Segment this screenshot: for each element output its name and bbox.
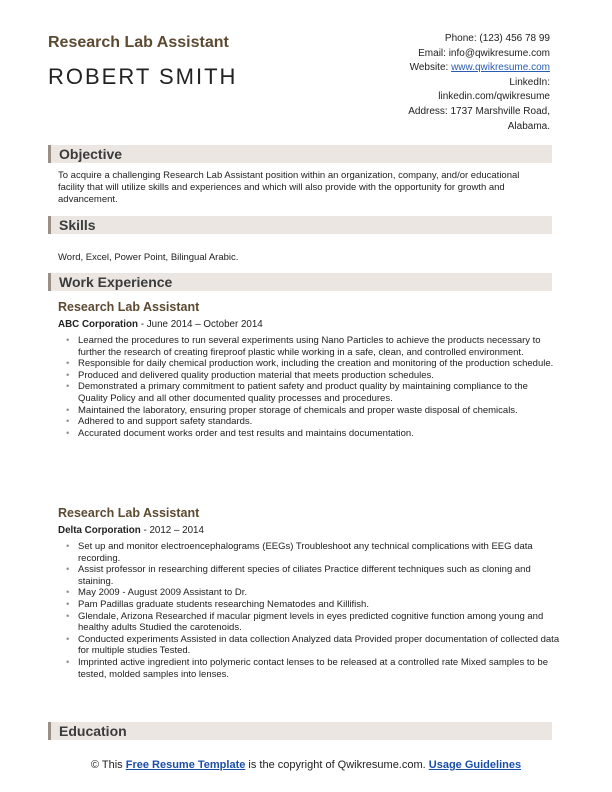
duty-item: • Produced and delivered quality production material that meets production schedules. [78,370,560,382]
contact-website [320,61,550,76]
duty-item: • Accurated document works order and test results and maintains documentation. [78,428,560,440]
job-title: Research Lab Assistant [58,300,200,314]
skills-text: Word, Excel, Power Point, Bilingual Arabic. [58,252,239,263]
section-work-experience [48,273,552,291]
job-company: ABC Corporation [58,319,139,330]
section-heading-education: Education [59,723,127,739]
usage-guidelines-link[interactable]: Usage Guidelines [428,759,522,771]
section-heading-work: Work Experience [59,274,173,290]
section-heading-skills: Skills [59,217,96,233]
free-resume-template-link[interactable]: Free Resume Template [125,759,246,771]
website-label: Website: [409,62,452,74]
duty-item: • Imprinted active ingredient into polymeric contact lenses to be released at a controlled rate Mixed samples to be tested, molded samples into lenses. [78,657,560,680]
duty-item: • Conducted experiments Assisted in data collection Analyzed data Provided proper documentation of collected data for multiple studies Tested. [78,634,560,657]
candidate-name: ROBERT SMITH [48,64,238,89]
section-heading-objective: Objective [59,146,123,162]
website-link[interactable]: www.qwikresume.com [451,62,550,74]
section-education [48,722,552,740]
contact-address: Address: 1737 Marshville Road, [408,105,550,117]
job-company: Delta Corporation [58,525,141,536]
contact-phone: Phone: (123) 456 78 99 [444,33,550,44]
objective-text: To acquire a challenging Research Lab Assistant position within an organization, company, and/or educational facility that will utilize skills and experiences and which will also provide with the opportunity for growth and advancement. [58,170,520,205]
duty-item: • Assist professor in researching different species of ciliates Practice different techniques such as cloning and staining. [78,564,560,587]
duty-item: • Responsible for daily chemical production work, including the creation and monitoring of the production schedule. [78,358,560,370]
duty-item: • Demonstrated a primary commitment to patient safety and product quality by maintaining compliance to the Quality Policy and all other documented quality processes and procedures. [78,381,560,404]
footer-middle: is the copyright of Qwikresume.com. [245,759,429,771]
job-meta [58,319,263,330]
job-title: Research Lab Assistant [58,506,200,520]
footer-prefix: © This [90,759,126,771]
duty-item: • Learned the procedures to run several experiments using Nano Particles to achieve the products necessary to further the research of creating fireproof plastic while working in a safe, clean, and controlled environment. [78,335,560,358]
duty-item: • Set up and monitor electroencephalograms (EEGs) Troubleshoot any technical complications with EEG data recording. [78,541,560,564]
job-duties-list [66,335,560,439]
job-meta [58,525,204,536]
job-dates: - June 2014 – October 2014 [138,319,263,330]
copyright-footer [0,758,612,772]
contact-block [320,32,550,134]
job-dates: - 2012 – 2014 [140,525,204,536]
resume-job-title: Research Lab Assistant [48,34,229,51]
duty-item: • Pam Padillas graduate students researching Nematodes and Killifish. [78,599,560,611]
duty-item: • Glendale, Arizona Researched if macular pigment levels in eyes predicted cognitive function among young and healthy adults Studied the carotenoids. [78,611,560,634]
contact-linkedin-label: LinkedIn: [509,76,550,88]
duty-item: • Adhered to and support safety standards. [78,416,560,428]
job-duties-list [66,541,560,680]
contact-email: Email: info@qwikresume.com [418,47,550,59]
contact-address-line2: Alabama. [507,120,550,132]
duty-item: • Maintained the laboratory, ensuring proper storage of chemicals and proper waste disposal of chemicals. [78,405,560,417]
section-skills [48,216,552,234]
section-objective [48,145,552,163]
duty-item: • May 2009 - August 2009 Assistant to Dr. [78,587,560,599]
contact-linkedin: linkedin.com/qwikresume [438,91,550,103]
